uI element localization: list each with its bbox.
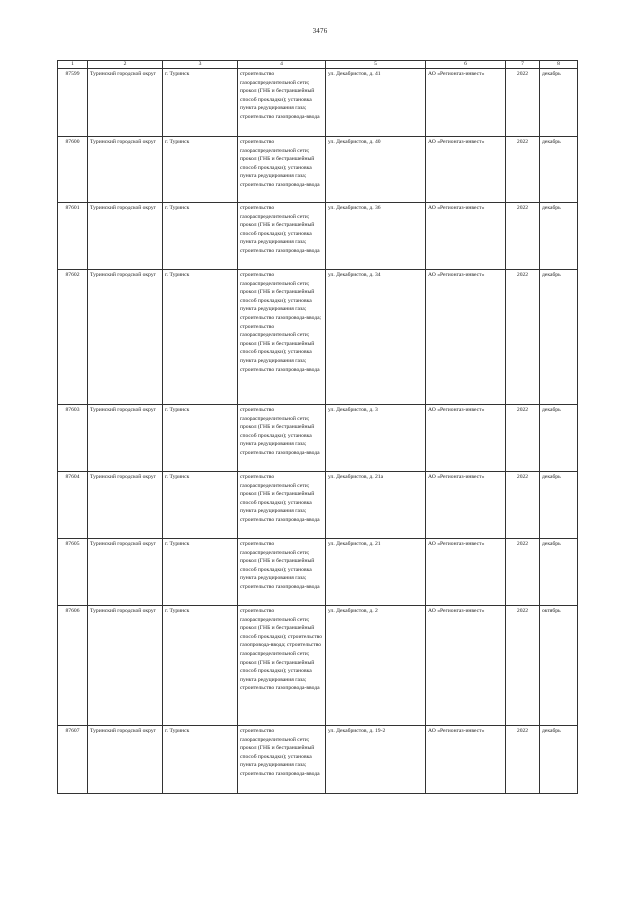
- address-cell: ул. Декабристов, д. 40: [326, 137, 426, 203]
- work-description-cell: строительство газораспределительной сети; прокол (ГНБ и бестраншейный способ прокладки); установка пункта редуцирования газа; строительство газопровода-ввода: [238, 69, 326, 137]
- executor-cell: АО «Регионгаз-инвест»: [426, 606, 506, 726]
- executor-cell: АО «Регионгаз-инвест»: [426, 69, 506, 137]
- year-cell: 2022: [506, 270, 540, 405]
- work-description-cell: строительство газораспределительной сети; прокол (ГНБ и бестраншейный способ прокладки); установка пункта редуцирования газа; строительство газопровода-ввода: [238, 137, 326, 203]
- executor-cell: АО «Регионгаз-инвест»: [426, 405, 506, 472]
- table-row: [58, 472, 578, 539]
- executor-cell: АО «Регионгаз-инвест»: [426, 539, 506, 606]
- locality-cell: г. Туринск: [163, 539, 238, 606]
- executor-cell: АО «Регионгаз-инвест»: [426, 726, 506, 794]
- district-cell: Туринский городской округ: [88, 405, 163, 472]
- year-cell: 2022: [506, 539, 540, 606]
- row-id: 87602: [58, 270, 88, 405]
- year-cell: 2022: [506, 405, 540, 472]
- executor-cell: АО «Регионгаз-инвест»: [426, 270, 506, 405]
- column-header: 1: [58, 61, 88, 69]
- district-cell: Туринский городской округ: [88, 203, 163, 270]
- row-id: 87606: [58, 606, 88, 726]
- month-cell: декабрь: [540, 472, 578, 539]
- row-id: 87605: [58, 539, 88, 606]
- row-id: 87601: [58, 203, 88, 270]
- executor-cell: АО «Регионгаз-инвест»: [426, 203, 506, 270]
- table-row: [58, 270, 578, 405]
- work-description-cell: строительство газораспределительной сети; прокол (ГНБ и бестраншейный способ прокладки); установка пункта редуцирования газа; строительство газопровода-ввода; строительство газораспределительной сети; прокол (ГНБ и бестраншейный способ прокладки); установка пункта редуцирования газа; строительство газопровода-ввода: [238, 270, 326, 405]
- year-cell: 2022: [506, 472, 540, 539]
- month-cell: декабрь: [540, 270, 578, 405]
- month-cell: декабрь: [540, 203, 578, 270]
- table-row: [58, 726, 578, 794]
- address-cell: ул. Декабристов, д. 41: [326, 69, 426, 137]
- district-cell: Туринский городской округ: [88, 69, 163, 137]
- address-cell: ул. Декабристов, д. 21: [326, 539, 426, 606]
- address-cell: ул. Декабристов, д. 2: [326, 606, 426, 726]
- address-cell: ул. Декабристов, д. 34: [326, 270, 426, 405]
- work-description-cell: строительство газораспределительной сети; прокол (ГНБ и бестраншейный способ прокладки); установка пункта редуцирования газа; строительство газопровода-ввода: [238, 726, 326, 794]
- work-description-cell: строительство газораспределительной сети; прокол (ГНБ и бестраншейный способ прокладки); установка пункта редуцирования газа; строительство газопровода-ввода: [238, 539, 326, 606]
- page-number: 3476: [312, 27, 328, 35]
- month-cell: октябрь: [540, 606, 578, 726]
- column-header: 3: [163, 61, 238, 69]
- executor-cell: АО «Регионгаз-инвест»: [426, 137, 506, 203]
- month-cell: декабрь: [540, 726, 578, 794]
- year-cell: 2022: [506, 606, 540, 726]
- year-cell: 2022: [506, 69, 540, 137]
- address-cell: ул. Декабристов, д. 21а: [326, 472, 426, 539]
- column-header: 7: [506, 61, 540, 69]
- district-cell: Туринский городской округ: [88, 137, 163, 203]
- row-id: 87603: [58, 405, 88, 472]
- work-description-cell: строительство газораспределительной сети; прокол (ГНБ и бестраншейный способ прокладки); установка пункта редуцирования газа; строительство газопровода-ввода: [238, 472, 326, 539]
- locality-cell: г. Туринск: [163, 270, 238, 405]
- locality-cell: г. Туринск: [163, 606, 238, 726]
- month-cell: декабрь: [540, 137, 578, 203]
- year-cell: 2022: [506, 726, 540, 794]
- year-cell: 2022: [506, 137, 540, 203]
- column-header: 5: [326, 61, 426, 69]
- address-cell: ул. Декабристов, д. 3: [326, 405, 426, 472]
- work-description-cell: строительство газораспределительной сети; прокол (ГНБ и бестраншейный способ прокладки); установка пункта редуцирования газа; строительство газопровода-ввода: [238, 405, 326, 472]
- table-row: [58, 405, 578, 472]
- row-id: 87599: [58, 69, 88, 137]
- row-id: 87604: [58, 472, 88, 539]
- table-header-row: [58, 61, 578, 69]
- district-cell: Туринский городской округ: [88, 539, 163, 606]
- row-id: 87607: [58, 726, 88, 794]
- locality-cell: г. Туринск: [163, 203, 238, 270]
- row-id: 87600: [58, 137, 88, 203]
- address-cell: ул. Декабристов, д. 36: [326, 203, 426, 270]
- column-header: 8: [540, 61, 578, 69]
- work-description-cell: строительство газораспределительной сети; прокол (ГНБ и бестраншейный способ прокладки); установка пункта редуцирования газа; строительство газопровода-ввода: [238, 203, 326, 270]
- district-cell: Туринский городской округ: [88, 726, 163, 794]
- table-row: [58, 203, 578, 270]
- table-row: [58, 606, 578, 726]
- work-description-cell: строительство газораспределительной сети; прокол (ГНБ и бестраншейный способ прокладки); строительство газопровода-ввода; строительство газораспределительной сети; прокол (ГНБ и бестраншейный способ прокладки); установка пункта редуцирования газа; строительство газопровода-ввода: [238, 606, 326, 726]
- column-header: 2: [88, 61, 163, 69]
- table-row: [58, 69, 578, 137]
- month-cell: декабрь: [540, 69, 578, 137]
- gasification-registry-table: [57, 60, 578, 794]
- table-row: [58, 137, 578, 203]
- column-header: 4: [238, 61, 326, 69]
- locality-cell: г. Туринск: [163, 405, 238, 472]
- district-cell: Туринский городской округ: [88, 472, 163, 539]
- address-cell: ул. Декабристов, д. 19-2: [326, 726, 426, 794]
- month-cell: декабрь: [540, 539, 578, 606]
- executor-cell: АО «Регионгаз-инвест»: [426, 472, 506, 539]
- table-row: [58, 539, 578, 606]
- district-cell: Туринский городской округ: [88, 270, 163, 405]
- locality-cell: г. Туринск: [163, 472, 238, 539]
- district-cell: Туринский городской округ: [88, 606, 163, 726]
- locality-cell: г. Туринск: [163, 726, 238, 794]
- year-cell: 2022: [506, 203, 540, 270]
- locality-cell: г. Туринск: [163, 137, 238, 203]
- locality-cell: г. Туринск: [163, 69, 238, 137]
- month-cell: декабрь: [540, 405, 578, 472]
- column-header: 6: [426, 61, 506, 69]
